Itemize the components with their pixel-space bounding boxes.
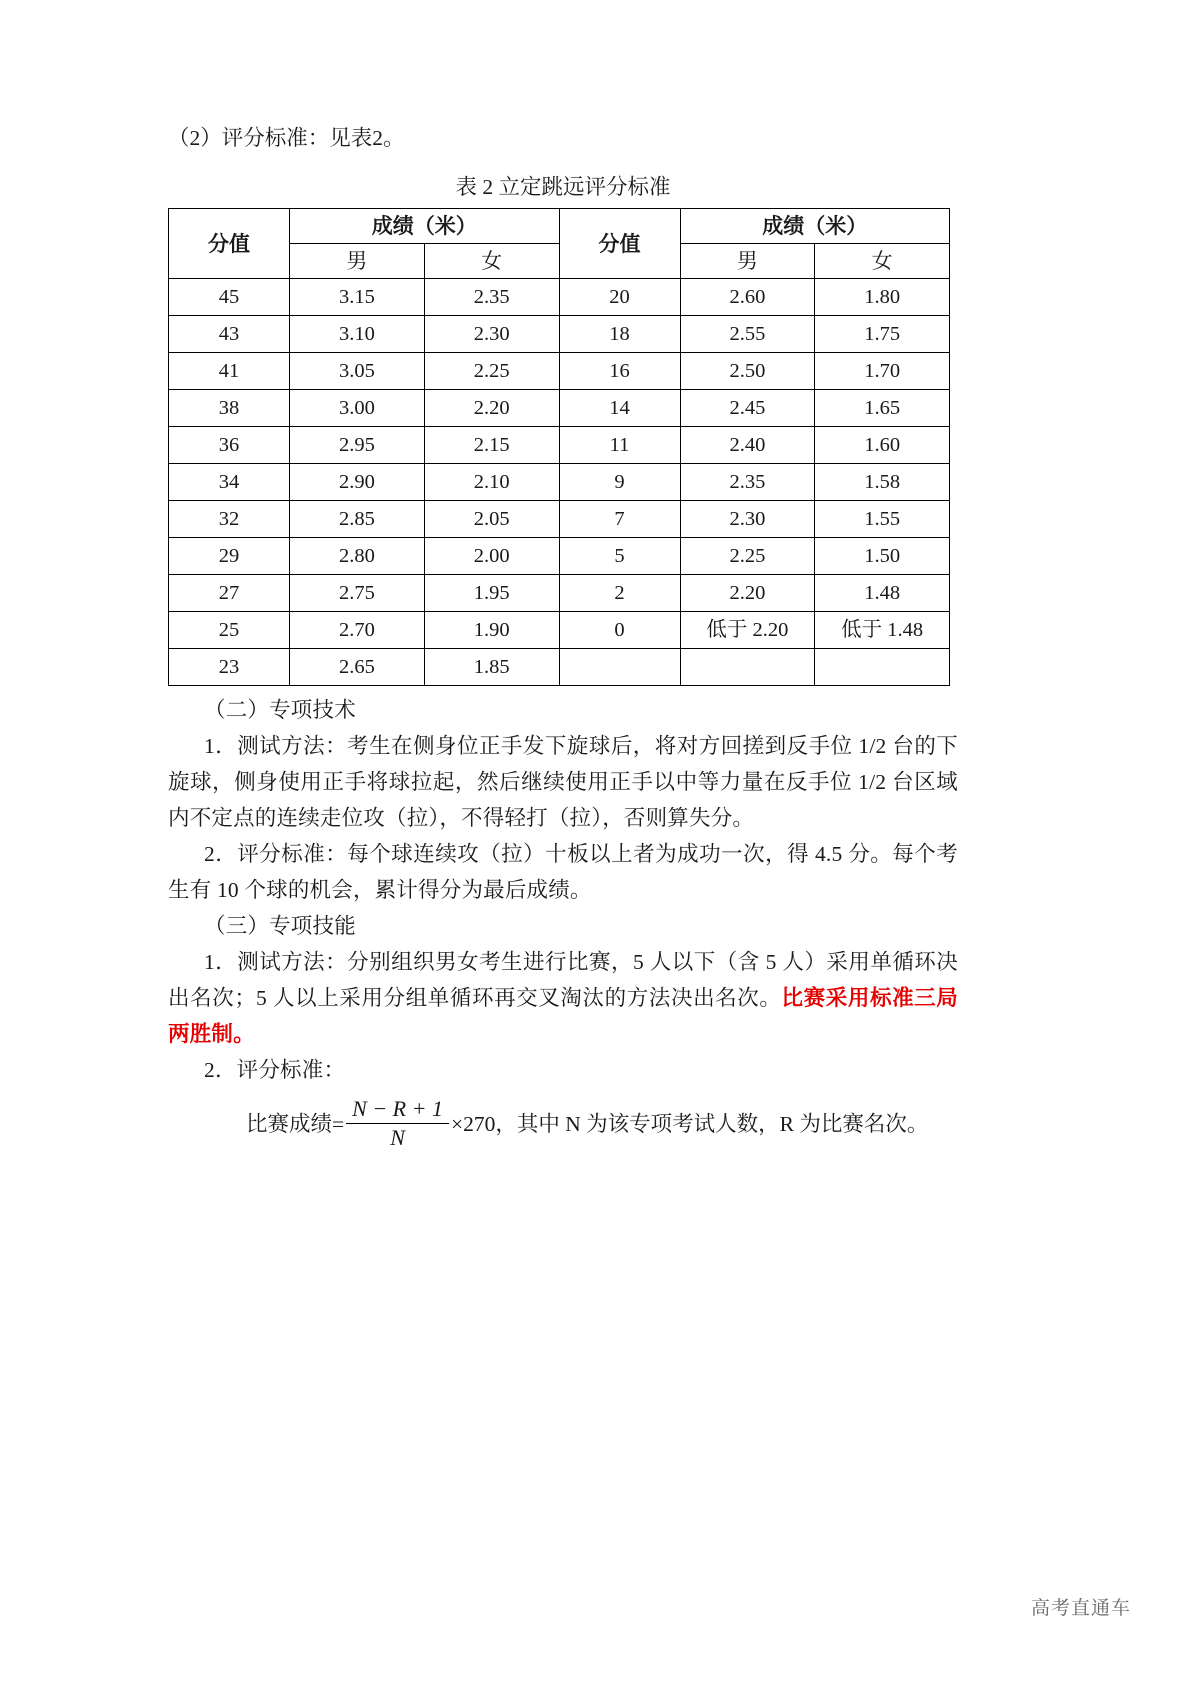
cell-male-right: 2.35 bbox=[680, 464, 815, 501]
cell-score-left: 36 bbox=[169, 427, 290, 464]
header-score-right: 分值 bbox=[559, 209, 680, 279]
cell-male-right: 2.50 bbox=[680, 353, 815, 390]
cell-male-left: 3.10 bbox=[290, 316, 425, 353]
cell-female-right: 1.50 bbox=[815, 538, 950, 575]
cell-male-left: 2.95 bbox=[290, 427, 425, 464]
cell-score-left: 23 bbox=[169, 649, 290, 686]
intro-line: （2）评分标准：见表2。 bbox=[168, 126, 405, 150]
table-row bbox=[169, 316, 950, 353]
section-three-item-1 bbox=[168, 944, 958, 1052]
cell-male-left: 2.70 bbox=[290, 612, 425, 649]
cell-score-left: 34 bbox=[169, 464, 290, 501]
cell-score-left: 25 bbox=[169, 612, 290, 649]
cell-male-right bbox=[680, 649, 815, 686]
cell-male-left: 2.75 bbox=[290, 575, 425, 612]
formula-prefix: 比赛成绩= bbox=[246, 1111, 345, 1136]
cell-score-left: 45 bbox=[169, 279, 290, 316]
table-row bbox=[169, 575, 950, 612]
cell-female-left: 2.20 bbox=[424, 390, 559, 427]
scoring-formula bbox=[168, 1096, 958, 1151]
cell-male-right: 2.40 bbox=[680, 427, 815, 464]
cell-score-left: 27 bbox=[169, 575, 290, 612]
cell-score-right: 20 bbox=[559, 279, 680, 316]
section-three-item-2-label: 2．评分标准： bbox=[204, 1058, 346, 1082]
table-header-row-1 bbox=[169, 209, 950, 244]
cell-score-right: 5 bbox=[559, 538, 680, 575]
cell-score-right: 11 bbox=[559, 427, 680, 464]
cell-score-right: 0 bbox=[559, 612, 680, 649]
watermark: 高考直通车 bbox=[1030, 1598, 1131, 1619]
header-result-left: 成绩（米） bbox=[290, 209, 560, 244]
cell-male-left: 2.90 bbox=[290, 464, 425, 501]
cell-score-left: 43 bbox=[169, 316, 290, 353]
cell-female-right: 1.65 bbox=[815, 390, 950, 427]
cell-score-right: 14 bbox=[559, 390, 680, 427]
cell-male-left: 2.85 bbox=[290, 501, 425, 538]
page-content bbox=[168, 120, 958, 1151]
section-two-heading: （二）专项技术 bbox=[204, 698, 356, 722]
table-row bbox=[169, 612, 950, 649]
cell-score-right: 9 bbox=[559, 464, 680, 501]
cell-male-right: 2.30 bbox=[680, 501, 815, 538]
header-female-left: 女 bbox=[424, 244, 559, 279]
table-body bbox=[169, 279, 950, 686]
cell-male-right: 2.45 bbox=[680, 390, 815, 427]
cell-female-right: 1.80 bbox=[815, 279, 950, 316]
cell-female-left: 2.10 bbox=[424, 464, 559, 501]
cell-male-right: 低于 2.20 bbox=[680, 612, 815, 649]
table-row bbox=[169, 279, 950, 316]
table-caption: 表 2 立定跳远评分标准 bbox=[455, 175, 671, 199]
section-two-item-1: 1．测试方法：考生在侧身位正手发下旋球后，将对方回搓到反手位 1/2 台的下旋球，侧身使用正手将球拉起，然后继续使用正手以中等力量在反手位 1/2 台区域内不定点的连续走位攻（拉），不得轻打（拉），否则算失分。 bbox=[168, 734, 958, 830]
section-two-item-2: 2．评分标准：每个球连续攻（拉）十板以上者为成功一次，得 4.5 分。每个考生有 10 个球的机会，累计得分为最后成绩。 bbox=[168, 842, 958, 902]
cell-female-left: 2.25 bbox=[424, 353, 559, 390]
header-male-right: 男 bbox=[680, 244, 815, 279]
header-result-right: 成绩（米） bbox=[680, 209, 950, 244]
cell-female-right: 1.58 bbox=[815, 464, 950, 501]
cell-female-right: 1.55 bbox=[815, 501, 950, 538]
cell-male-left: 3.05 bbox=[290, 353, 425, 390]
cell-score-left: 29 bbox=[169, 538, 290, 575]
cell-male-left: 3.15 bbox=[290, 279, 425, 316]
cell-female-left: 1.90 bbox=[424, 612, 559, 649]
cell-female-right: 1.60 bbox=[815, 427, 950, 464]
cell-score-left: 32 bbox=[169, 501, 290, 538]
formula-suffix: 其中 N 为该专项考试人数，R 为比赛名次。 bbox=[516, 1111, 929, 1136]
cell-female-left: 1.85 bbox=[424, 649, 559, 686]
section-three-item-1-text: 1．测试方法：分别组织男女考生进行比赛，5 人以下（含 5 人）采用单循环决出名次；5 人以上采用分组单循环再交叉淘汰的方法决出名次。 bbox=[168, 950, 958, 1010]
cell-female-left: 2.30 bbox=[424, 316, 559, 353]
formula-denominator: N bbox=[390, 1125, 405, 1150]
table-row bbox=[169, 427, 950, 464]
cell-female-left: 2.15 bbox=[424, 427, 559, 464]
cell-female-right: 低于 1.48 bbox=[815, 612, 950, 649]
table-row bbox=[169, 390, 950, 427]
cell-female-right: 1.75 bbox=[815, 316, 950, 353]
section-three-heading: （三）专项技能 bbox=[204, 914, 356, 938]
cell-female-right: 1.70 bbox=[815, 353, 950, 390]
cell-score-right: 18 bbox=[559, 316, 680, 353]
table-head bbox=[169, 209, 950, 279]
cell-male-left: 3.00 bbox=[290, 390, 425, 427]
table-row bbox=[169, 464, 950, 501]
cell-score-right bbox=[559, 649, 680, 686]
cell-score-left: 38 bbox=[169, 390, 290, 427]
cell-score-right: 7 bbox=[559, 501, 680, 538]
formula-numerator: N − R + 1 bbox=[352, 1096, 443, 1121]
cell-male-left: 2.65 bbox=[290, 649, 425, 686]
cell-male-right: 2.25 bbox=[680, 538, 815, 575]
table-row bbox=[169, 501, 950, 538]
cell-male-left: 2.80 bbox=[290, 538, 425, 575]
scoring-table bbox=[168, 208, 950, 686]
cell-male-right: 2.55 bbox=[680, 316, 815, 353]
formula-multiplier: ×270， bbox=[450, 1111, 517, 1136]
cell-female-left: 2.00 bbox=[424, 538, 559, 575]
section-three-item-1-highlight: 比赛采用标准三局两胜制。 bbox=[168, 986, 958, 1046]
table-row bbox=[169, 649, 950, 686]
cell-score-right: 2 bbox=[559, 575, 680, 612]
header-male-left: 男 bbox=[290, 244, 425, 279]
header-female-right: 女 bbox=[815, 244, 950, 279]
cell-male-right: 2.60 bbox=[680, 279, 815, 316]
table-row bbox=[169, 538, 950, 575]
cell-male-right: 2.20 bbox=[680, 575, 815, 612]
cell-female-right: 1.48 bbox=[815, 575, 950, 612]
cell-female-left: 2.05 bbox=[424, 501, 559, 538]
header-score-left: 分值 bbox=[169, 209, 290, 279]
table-row bbox=[169, 353, 950, 390]
cell-female-right bbox=[815, 649, 950, 686]
cell-score-left: 41 bbox=[169, 353, 290, 390]
cell-female-left: 1.95 bbox=[424, 575, 559, 612]
cell-female-left: 2.35 bbox=[424, 279, 559, 316]
formula-fraction bbox=[346, 1096, 449, 1151]
cell-score-right: 16 bbox=[559, 353, 680, 390]
